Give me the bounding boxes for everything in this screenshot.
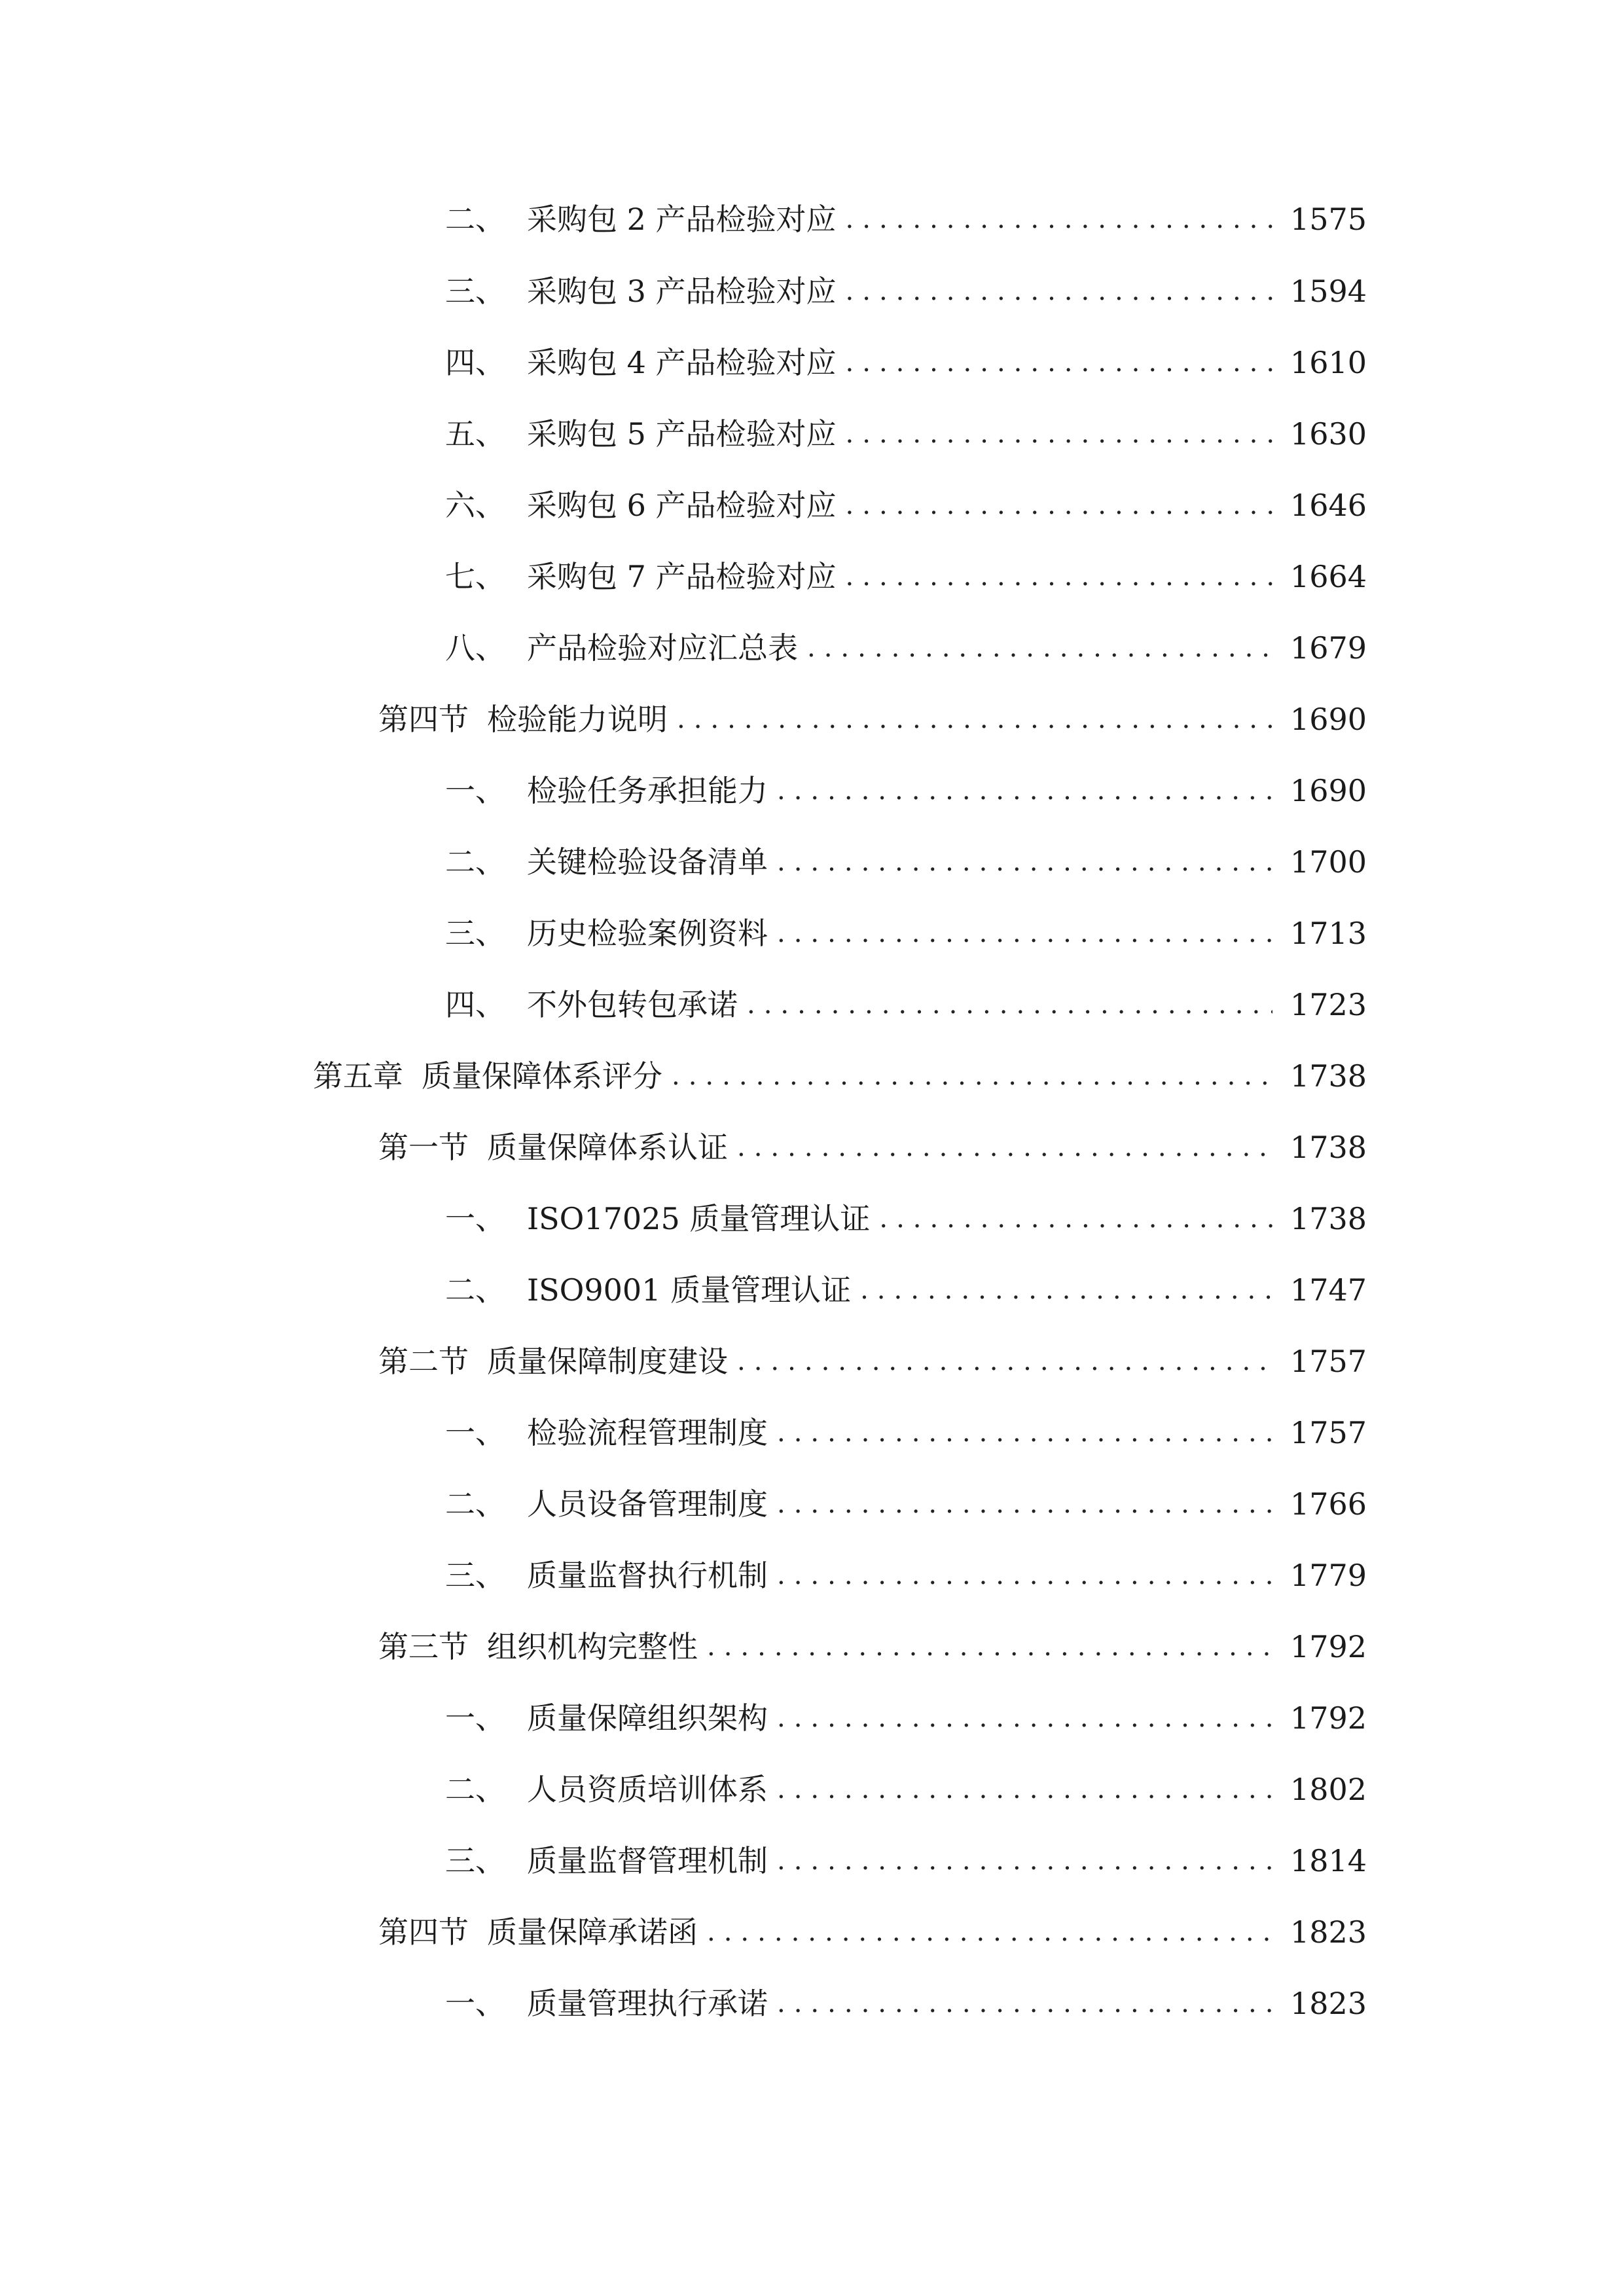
dot-leader — [777, 1977, 1272, 2030]
toc-entry[interactable] — [445, 1478, 1367, 1530]
toc-entry[interactable] — [378, 1906, 1367, 1958]
toc-entry-title: ISO9001 质量管理认证 — [527, 1272, 852, 1308]
toc-entry-number: 三、 — [445, 916, 505, 951]
toc-entry-number: 二、 — [445, 202, 505, 237]
toc-entry-title: 采购包 6 产品检验对应 — [527, 488, 837, 523]
toc-entry-page: 1757 — [1290, 1415, 1367, 1450]
toc-entry-page: 1630 — [1290, 416, 1367, 452]
toc-entry-number: 一、 — [445, 1986, 505, 2021]
toc-entry[interactable] — [445, 1264, 1367, 1316]
dot-leader — [846, 265, 1272, 317]
toc-entry-title: 质量保障体系评分 — [422, 1058, 662, 1094]
dot-leader — [777, 764, 1272, 817]
toc-entry[interactable] — [313, 1050, 1367, 1102]
dot-leader — [777, 907, 1272, 960]
toc-entry-page: 1823 — [1290, 1914, 1367, 1950]
toc-entry-title: 质量管理执行承诺 — [527, 1986, 768, 2021]
toc-entry-number: 第一节 — [378, 1130, 469, 1165]
toc-entry-title: 历史检验案例资料 — [527, 916, 768, 951]
dot-leader — [777, 1549, 1272, 1602]
dot-leader — [747, 978, 1272, 1031]
toc-entry-page: 1738 — [1290, 1201, 1367, 1236]
toc-entry[interactable] — [445, 1193, 1367, 1245]
toc-entry[interactable] — [378, 1621, 1367, 1673]
toc-entry-page: 1679 — [1290, 630, 1367, 666]
toc-entry-page: 1646 — [1290, 488, 1367, 523]
toc-entry[interactable] — [445, 1692, 1367, 1744]
toc-entry-number: 三、 — [445, 1558, 505, 1593]
toc-entry-title: 采购包 7 产品检验对应 — [527, 559, 837, 594]
dot-leader — [846, 550, 1272, 603]
dot-leader — [737, 1335, 1272, 1388]
toc-entry-page: 1738 — [1290, 1130, 1367, 1165]
toc-entry-page: 1792 — [1290, 1629, 1367, 1664]
dot-leader — [677, 693, 1272, 745]
toc-entry-title: 采购包 5 产品检验对应 — [527, 416, 837, 452]
dot-leader — [879, 1193, 1272, 1245]
toc-entry-page: 1594 — [1290, 274, 1367, 309]
toc-entry-page: 1575 — [1290, 202, 1367, 237]
dot-leader — [672, 1050, 1272, 1102]
toc-entry-title: 产品检验对应汇总表 — [527, 630, 798, 666]
toc-entry[interactable] — [445, 336, 1367, 389]
toc-entry-number: 五、 — [445, 416, 505, 452]
toc-entry-title: 采购包 2 产品检验对应 — [527, 202, 837, 237]
toc-entry-page: 1713 — [1290, 916, 1367, 951]
toc-entry[interactable] — [378, 1121, 1367, 1174]
toc-entry[interactable] — [445, 907, 1367, 960]
dot-leader — [777, 1692, 1272, 1744]
toc-entry[interactable] — [445, 193, 1367, 245]
toc-entry[interactable] — [445, 978, 1367, 1031]
toc-entry-page: 1814 — [1290, 1843, 1367, 1878]
toc-entry-page: 1779 — [1290, 1558, 1367, 1593]
toc-entry-number: 六、 — [445, 488, 505, 523]
toc-entry-number: 第四节 — [378, 1914, 469, 1950]
toc-entry-number: 四、 — [445, 345, 505, 380]
dot-leader — [846, 336, 1272, 389]
toc-entry-title: ISO17025 质量管理认证 — [527, 1201, 871, 1236]
toc-entry-number: 第二节 — [378, 1344, 469, 1379]
toc-entry-title: 质量监督执行机制 — [527, 1558, 768, 1593]
toc-entry-title: 人员设备管理制度 — [527, 1486, 768, 1522]
toc-entry-page: 1690 — [1290, 773, 1367, 808]
toc-entry-number: 第四节 — [378, 702, 469, 737]
toc-entry-page: 1823 — [1290, 1986, 1367, 2021]
toc-entry-title: 采购包 3 产品检验对应 — [527, 274, 837, 309]
toc-entry[interactable] — [445, 479, 1367, 531]
dot-leader — [777, 1407, 1272, 1459]
toc-entry[interactable] — [378, 1335, 1367, 1388]
toc-entry-title: 质量监督管理机制 — [527, 1843, 768, 1878]
toc-entry-page: 1747 — [1290, 1272, 1367, 1308]
toc-entry-title: 检验能力说明 — [487, 702, 668, 737]
toc-entry[interactable] — [445, 1763, 1367, 1816]
toc-entry-page: 1610 — [1290, 345, 1367, 380]
toc-entry-number: 一、 — [445, 1415, 505, 1450]
toc-entry[interactable] — [445, 1977, 1367, 2030]
toc-entry-number: 二、 — [445, 1486, 505, 1522]
toc-entry-page: 1766 — [1290, 1486, 1367, 1522]
dot-leader — [846, 408, 1272, 460]
toc-entry-title: 检验流程管理制度 — [527, 1415, 768, 1450]
dot-leader — [846, 193, 1272, 245]
toc-entry[interactable] — [445, 1407, 1367, 1459]
toc-entry-page: 1700 — [1290, 844, 1367, 880]
toc-entry-number: 三、 — [445, 274, 505, 309]
dot-leader — [807, 622, 1272, 674]
toc-entry-number: 七、 — [445, 559, 505, 594]
toc-entry-page: 1757 — [1290, 1344, 1367, 1379]
toc-entry-title: 质量保障承诺函 — [487, 1914, 698, 1950]
dot-leader — [777, 1835, 1272, 1887]
toc-entry-page: 1664 — [1290, 559, 1367, 594]
toc-entry-number: 三、 — [445, 1843, 505, 1878]
toc-entry-number: 一、 — [445, 773, 505, 808]
toc-entry-page: 1792 — [1290, 1700, 1367, 1736]
toc-entry-number: 二、 — [445, 1272, 505, 1308]
toc-entry-number: 第三节 — [378, 1629, 469, 1664]
dot-leader — [777, 1478, 1272, 1530]
toc-entry[interactable] — [445, 764, 1367, 817]
toc-entry[interactable] — [445, 1549, 1367, 1602]
toc-entry-title: 质量保障体系认证 — [487, 1130, 728, 1165]
toc-entry-number: 第五章 — [313, 1058, 403, 1094]
toc-entry-title: 人员资质培训体系 — [527, 1772, 768, 1807]
toc-entry-number: 八、 — [445, 630, 505, 666]
dot-leader — [860, 1264, 1272, 1316]
toc-entry-title: 检验任务承担能力 — [527, 773, 768, 808]
dot-leader — [737, 1121, 1272, 1174]
toc-entry-page: 1690 — [1290, 702, 1367, 737]
toc-entry[interactable] — [445, 408, 1367, 460]
toc-entry-title: 组织机构完整性 — [487, 1629, 698, 1664]
toc-entry[interactable] — [445, 622, 1367, 674]
toc-entry-number: 一、 — [445, 1700, 505, 1736]
toc-entry[interactable] — [445, 1835, 1367, 1887]
dot-leader — [777, 1763, 1272, 1816]
dot-leader — [707, 1621, 1272, 1673]
toc-entry-title: 质量保障组织架构 — [527, 1700, 768, 1736]
toc-entry-number: 二、 — [445, 1772, 505, 1807]
toc-entry[interactable] — [445, 550, 1367, 603]
toc-entry[interactable] — [445, 836, 1367, 888]
toc-entry-number: 二、 — [445, 844, 505, 880]
toc-entry-title: 关键检验设备清单 — [527, 844, 768, 880]
toc-entry[interactable] — [445, 265, 1367, 317]
toc-entry[interactable] — [378, 693, 1367, 745]
toc-entry-title: 质量保障制度建设 — [487, 1344, 728, 1379]
dot-leader — [777, 836, 1272, 888]
dot-leader — [846, 479, 1272, 531]
toc-entry-title: 不外包转包承诺 — [527, 987, 738, 1022]
dot-leader — [707, 1906, 1272, 1958]
toc-entry-number: 四、 — [445, 987, 505, 1022]
toc-entry-title: 采购包 4 产品检验对应 — [527, 345, 837, 380]
toc-entry-number: 一、 — [445, 1201, 505, 1236]
toc-entry-page: 1738 — [1290, 1058, 1367, 1094]
toc-entry-page: 1802 — [1290, 1772, 1367, 1807]
toc-entry-page: 1723 — [1290, 987, 1367, 1022]
